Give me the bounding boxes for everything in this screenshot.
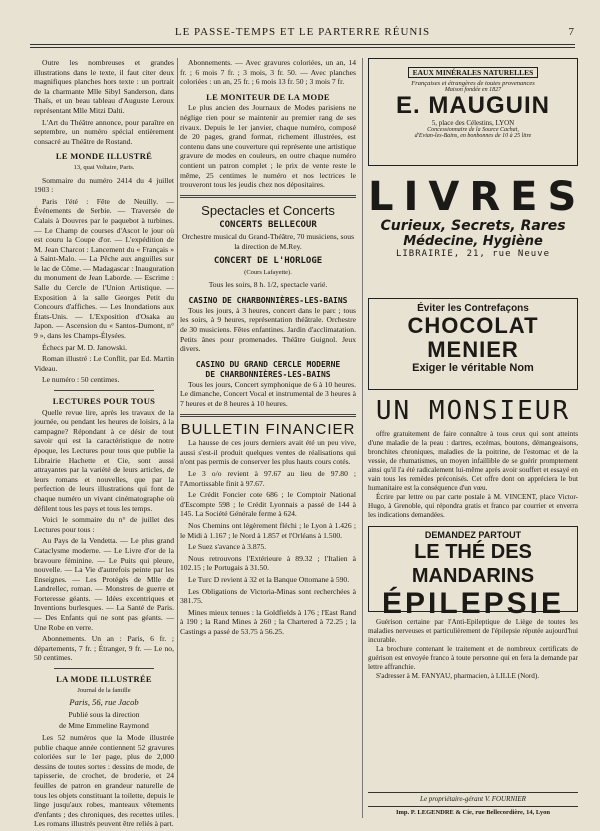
mauguin-line-2: Françaises et étrangères de toutes provenances	[411, 80, 535, 87]
epilepsie-paragraph-2: La brochure contenant le traitement et de nombreux certificats de guérison est envoyée franco à toute personne qui en fera la demande par lettre affranchie.	[368, 645, 578, 671]
mauguin-name: E. MAUGUIN	[396, 92, 550, 119]
mode-pub-line-1: Publié sous la direction	[68, 709, 140, 719]
lectures-paragraph: Abonnements. Un an : Paris, 6 fr. ; départements, 7 fr. ; Étranger, 9 fr. — Le no, 50 centimes.	[34, 634, 174, 663]
mode-illustree-subtitle: Journal de la famille	[77, 686, 131, 694]
mauguin-line-3: Maison fondée en 1827	[444, 87, 502, 93]
chocolat-brand: MENIER	[427, 337, 519, 362]
section-divider	[180, 195, 356, 198]
bulletin-paragraph: Le Crédit Foncier cote 686 ; le Comptoir National d'Escompte 598 ; le Crédit Lyonnais a passé de 144 à 145. La Société Générale ferme à 624.	[180, 490, 356, 519]
column-2	[180, 58, 356, 639]
livres-title: LIVRES	[368, 174, 587, 220]
spectacles-title: Spectacles et Concerts	[201, 202, 335, 218]
mauguin-address: 5, place des Célestins, LYON	[431, 119, 515, 127]
header-rule-2	[30, 47, 575, 48]
grand-cercle-title-2: DE CHARBONNIÈRES-LES-BAINS	[205, 369, 331, 379]
charbonnieres-casino-title: CASINO DE CHARBONNIÈRES-LES-BAINS	[188, 295, 348, 305]
monsieur-paragraph-2: Écrire par lettre ou par carte postale à M. VINCENT, place Victor-Hugo, à Grenoble, qui répondra gratis et franco par courrier et enverra les indications demandées.	[368, 493, 578, 519]
ad-un-monsieur	[368, 396, 578, 520]
epilepsie-paragraph-1: Guérison certaine par l'Anti-Epileptique de Liège de toutes les maladies nerveuses et particulièrement de l'épilepsie réputée aujourd'hui incurable.	[368, 618, 578, 644]
chocolat-title: CHOCOLAT	[407, 313, 539, 338]
column-rule	[362, 58, 363, 818]
mode-address: Paris, 56, rue Jacob	[69, 697, 139, 708]
livres-line-3: Médecine, Hygiène	[403, 234, 543, 249]
bulletin-paragraph: Le Suez s'avance à 3.875.	[188, 542, 267, 552]
monde-paragraph: Échecs par M. D. Janowski.	[42, 342, 127, 352]
mauguin-line-1: EAUX MINÉRALES NATURELLES	[408, 67, 539, 78]
ad-chocolat-menier	[368, 298, 578, 390]
monde-paragraph: Sommaire du numéro 2414 du 4 juillet 1903 :	[34, 175, 174, 195]
footer-rule-2	[368, 806, 578, 807]
lectures-title: LECTURES POUR TOUS	[52, 396, 156, 406]
bulletin-paragraph: Nous retrouvons l'Extérieure à 89.32 ; l'Italien à 102.15 ; le Portugais à 31.50.	[180, 553, 356, 573]
horloge-paragraph: Tous les soirs, 8 h. 1/2, spectacle varié.	[208, 280, 328, 290]
ad-livres	[368, 172, 587, 292]
monsieur-title: UN MONSIEUR	[375, 396, 571, 426]
thes-line-1: DEMANDEZ PARTOUT	[424, 530, 522, 540]
bellecour-title: CONCERTS BELLECOUR	[219, 220, 317, 231]
bellecour-paragraph: Orchestre musical du Grand-Théâtre, 70 musiciens, sous la direction de M.Rey.	[181, 231, 355, 251]
chocolat-line-4: Exiger le véritable Nom	[412, 362, 534, 374]
mode-paragraph: Les 52 numéros que la Mode illustrée publie chaque année contiennent 52 gravures coloriées sur le 1er page, plus de 2,000 dessins de toutes sortes : dessins de mode, de tapisserie, de crochet, de broderie, et 24 feuilles de patron en grandeur naturelle de tous les objets constituant la toilette, depuis le linge jusqu'aux robes, manteaux vêtements d'enfants ; des chroniques, des recettes utiles. Les romans illustrés peuvent être reliés à part.	[34, 733, 174, 829]
horloge-subtitle: (Cours Lafayette).	[244, 268, 292, 276]
moniteur-title: LE MONITEUR DE LA MODE	[206, 91, 330, 102]
bulletin-paragraph: Nos Chemins ont légèrement fléchi ; le Lyon à 1.426 ; le Midi à 1.167 ; le Nord à 1.857 et l'Orléans à 1.500.	[180, 520, 356, 540]
bulletin-paragraph: Le 3 o/o revient à 97.67 au lieu de 97.80 ; l'Amortissable finit à 97.67.	[180, 469, 356, 488]
bulletin-paragraph: Mines mieux tenues : la Goldfields à 176 ; l'East Rand à 190 ; la Rand Mines à 260 ; la Chartered à 72.25 ; la Castings a passé de 53.75 à 56.25.	[180, 607, 356, 636]
moniteur-paragraph: Le plus ancien des Journaux de Modes parisiens ne néglige rien pour se maintenir au premier rang de ses rivaux. Depuis le 1er janvier, chaque numéro, composé de 20 pages, grand format, richement illustrées, est contenu dans une couverture qui représente une artistique gravure de modes en couleurs, en outre chaque numéro contient un patron complet ; le prix de vente reste le même, 25 centimes le numéro et nos lectrices le trouveront tous les jeudis chez nos dépositaires.	[180, 103, 356, 190]
monsieur-paragraph-1: offre gratuitement de faire connaître à tous ceux qui sont atteints d'une maladie de la peau : dartres, eczémas, boutons, démangeaisons, bronchites chroniques, maladies de la poitrine, de l'estomac et de la vessie, de rhumatismes, un moyen infaillible de se guérir promptement ainsi qu'il l'a été radicalement lui-même après avoir souffert et essayé en vain tous les remèdes préconisés. Cet offre dont on appréciera le but humanitaire est la conséquence d'un vœu.	[368, 430, 578, 492]
monde-paragraph: Paris l'été : Fête de Neuilly. — Événements de Serbie. — Traversée de Calais à Douvres par le paquebot à turbines. — Le Champ de courses d'Ascot le jour où est couru la Coupe d'or. — L'expédition de M. Jean Charcot : Lancement du « Français » à Saint-Malo. — La Pêche aux anguilles sur le lac de Côme. — Madagascar : Inauguration du monument de Jean Laborde. — Escrime : Salle du Cercle de l'Union Artistique. — Exposition à la salle Georges Petit du Concours d'affiches. — Les Inondations aux États-Unis. — L'Exposition d'Osaka au Japon. — Ascension du « Santos-Dumont, n° 9 », dans les Champs-Élysées.	[34, 196, 175, 341]
epilepsie-paragraph-3: S'adresser à M. FANYAU, pharmacien, à LILLE (Nord).	[376, 672, 540, 680]
lectures-paragraph: Voici le sommaire du n° de juillet des Lectures pour tous :	[34, 515, 174, 534]
ad-epilepsie	[368, 618, 578, 681]
column-1	[34, 58, 174, 831]
bulletin-paragraph: Le Turc D revient à 32 et la Banque Ottomane à 590.	[188, 574, 350, 584]
bulletin-paragraph: Les Obligations de Victoria-Minas sont recherchées à 381.75.	[180, 586, 356, 606]
livres-address: LIBRAIRIE, 21, rue Neuve	[395, 249, 551, 259]
epilepsie-title: ÉPILEPSIE	[381, 587, 565, 620]
abonnements-paragraph: Abonnements. — Avec gravures coloriées, un an, 14 fr. ; 6 mois 7 fr. ; 3 mois, 3 fr. 50. — Avec planches coloriées : un an, 25 fr. ; 6 mois 13 fr. 50 ; 3 mois 7 fr.	[180, 58, 356, 87]
advertisements-column	[368, 58, 587, 687]
lectures-paragraph: Au Pays de la Vendetta. — Le plus grand Cataclysme moderne. — Le Livre d'or de la bravoure féminine. — Le Puits qui pleure, nouvelle. — La Vie d'autrefois peinte par les Enseignes. — Les Protégés de Mlle de Landrellec, roman. — Monstres de guerre et Forteresse géants. — Idées excentriques et Inventions burlesques. — La Santé de Paris. — Des Enfants qui ne sont pas géants. — Une Robe en verre.	[34, 536, 174, 632]
monde-paragraph: Roman illustré : Le Conflit, par Ed. Martin Videau.	[34, 354, 174, 373]
section-divider	[180, 414, 356, 417]
mode-pub-line-2: de Mme Emmeline Raymond	[59, 721, 149, 731]
charbonnieres-casino-paragraph: Tous les jours, à 3 heures, concert dans le parc ; tous les soirs, à 9 heures, représentation théâtrale. Orchestre de 30 musiciens. Fêtes enfantines. Jardin d'acclimatation. Petits ânes pour promenades. Théâtre Guignol. Jeux divers.	[180, 305, 356, 354]
grand-cercle-title-1: CASINO DU GRAND CERCLE MODERNE	[195, 359, 341, 369]
lectures-paragraph: Quelle revue lire, après les travaux de la journée, ou pendant les heures de loisirs, à la campagne? Répondant à ce désir de tout savoir qui est la caractéristique de notre époque, les Lectures pour tous que publie la Librairie Hachette et Cie, sont aussi attrayantes par la variété de leurs articles, de leurs romans et nouvelles, que par la perfection de leurs illustrations qui font de chaque numéro un vivant cinématographe où défilent tous les pays et tous les temps.	[34, 407, 174, 513]
grand-cercle-paragraph: Tous les jours, Concert symphonique de 6 à 10 heures. Le dimanche, Concert Vocal et instrumental de 3 heures à 7 heures et de 8 heures à 10 heures.	[180, 379, 356, 409]
livres-line-2: Curieux, Secrets, Rares	[380, 218, 566, 234]
monde-illustre-address: 13, quai Voltaire, Paris.	[73, 163, 135, 171]
page-header-title: LE PASSE-TEMPS ET LE PARTERRE RÉUNIS	[174, 26, 431, 38]
chocolat-line-1: Éviter les Contrefaçons	[417, 303, 529, 314]
column-rule	[177, 58, 178, 818]
horloge-title: CONCERT DE L'HORLOGE	[213, 256, 323, 267]
page-header	[30, 26, 575, 42]
ad-mauguin	[368, 58, 578, 166]
ad-the-des-mandarins	[368, 526, 578, 620]
bulletin-financier-title: BULLETIN FINANCIER	[180, 420, 356, 438]
mauguin-line-4: Concessionnaire de la Source Cachat,	[427, 127, 519, 133]
section-divider	[54, 668, 154, 669]
header-rule	[30, 44, 575, 45]
gerant-line: Le propriétaire-gérant V. FOURNIER	[420, 795, 526, 803]
thes-title: LE THÉ DES MANDARINS	[411, 541, 535, 587]
intro-paragraph-1: Outre les nombreuses et grandes illustrations dans le texte, il faut citer deux magnifiques planches hors texte : un portrait de la charmante Mlle Sibyl Sanderson, dans Thaïs, et un beau tableau d'Auguste Leroux représentant Mlle Mitzi Dalti.	[34, 58, 174, 115]
monde-illustre-title: LE MONDE ILLUSTRÉ	[55, 151, 153, 162]
imprimerie-line: Imp. P. LEGENDRE & Cie, rue Bellecordière, 14, Lyon	[395, 809, 550, 816]
monde-paragraph: Le numéro : 50 centimes.	[42, 375, 120, 385]
mauguin-line-5: d'Evian-les-Bains, en bonbonnes de 10 à 25 litre	[414, 133, 532, 139]
footer-rule	[368, 792, 578, 793]
bulletin-paragraph: La hausse de ces jours derniers avait été un peu vive, aussi s'est-il produit quelques ventes de réalisations qui n'ont pas permis de conserver les plus hauts cours cotés.	[180, 438, 356, 467]
page-number: 7	[568, 26, 575, 38]
section-divider	[54, 390, 154, 391]
intro-paragraph-2: L'Art du Théâtre annonce, pour paraître en septembre, un numéro spécial entièrement consacré au Théâtre de Rostand.	[34, 117, 174, 146]
mode-illustree-title: LA MODE ILLUSTRÉE	[56, 674, 152, 685]
